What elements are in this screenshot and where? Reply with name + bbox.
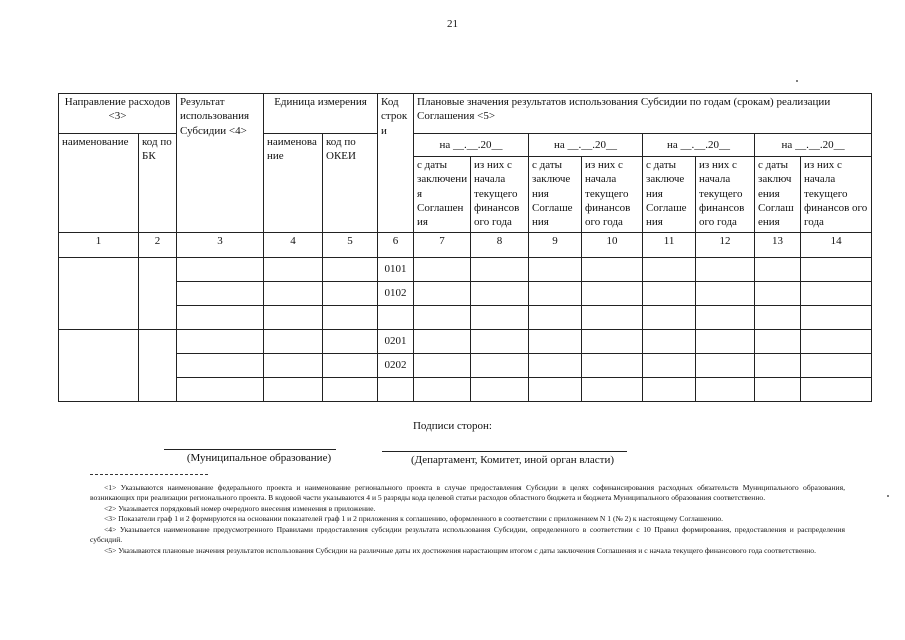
from-agreement-3: с даты заключе ния Соглаше ния [643,157,696,233]
from-agreement-2: с даты заключе ния Соглаше ния [529,157,582,233]
column-number: 5 [323,233,378,258]
result-cell [177,282,264,306]
column-number: 3 [177,233,264,258]
unit-name-cell [264,378,323,402]
period-4: на __.__.20__ [755,134,872,157]
result-cell [177,306,264,330]
footnote-5: <5> Указываются плановые значения результатов использования Субсидии на различные даты их достижения нарастающим итогом с даты заключения Соглашения и с начала текущего финансового года соответственно. [104,545,817,555]
footnote-4: <4> Указывается наименование предусмотренного Правилами предоставления субсидии результата использования Субсидии, определенного в соответствии с 10 Правил формирования, предоставления и распределения субсидий. [90,524,845,545]
header-unit-name: наименова ние [264,134,323,233]
unit-name-cell [264,282,323,306]
header-name: наименование [59,134,139,233]
result-cell [177,330,264,354]
direction-bk-cell [139,258,177,330]
from-year-2: из них с начала текущего финансов ого года [582,157,643,233]
signatures-title: Подписи сторон: [412,420,492,432]
header-okei-code: код по ОКЕИ [323,134,378,233]
line-code [378,378,414,402]
line-code: 0101 [378,258,414,282]
from-year-3: из них с начала текущего финансов ого года [696,157,755,233]
header-result: Результат использования Субсидии <4> [177,94,264,233]
okei-cell [323,378,378,402]
direction-name-cell [59,330,139,402]
result-cell [177,258,264,282]
result-cell [177,378,264,402]
column-number: 7 [414,233,471,258]
result-cell [177,354,264,378]
page-number: 21 [447,18,458,30]
signature-label-right: (Департамент, Комитет, иной орган власти) [410,454,615,466]
column-number: 8 [471,233,529,258]
period-3: на __.__.20__ [643,134,755,157]
footnote-1: <1> Указываются наименование федерального проекта и наименование регионального проекта в случае предоставления Субсидии в целях софинансирования расходных обязательств Муниципального образования, возникающих при реализации регионального проекта. В кодовой части указываются 4 и 5 разряды кода целевой статьи расходов областного бюджета и бюджета Муниципального образования соответственно. [90,483,845,503]
direction-name-cell [59,258,139,330]
header-bk-code: код по БК [139,134,177,233]
table-row [59,306,872,330]
header-unit: Единица измерения [264,94,378,134]
unit-name-cell [264,258,323,282]
footnote-2: <2> Указывается порядковый номер очередного внесения изменения в приложение. [104,503,376,513]
table-row [59,354,872,378]
signature-line-right [382,451,627,452]
results-table [58,93,872,402]
column-number: 6 [378,233,414,258]
line-code [378,306,414,330]
from-year-1: из них с начала текущего финансов ого года [471,157,529,233]
period-1: на __.__.20__ [414,134,529,157]
column-number: 4 [264,233,323,258]
header-direction: Направление расходов <3> [59,94,177,134]
footnotes [90,483,845,556]
okei-cell [323,306,378,330]
line-code: 0202 [378,354,414,378]
from-agreement-4: с даты заключ ения Соглаш ения [755,157,801,233]
table-row [59,282,872,306]
column-number: 13 [755,233,801,258]
column-number: 1 [59,233,139,258]
period-2: на __.__.20__ [529,134,643,157]
column-number: 10 [582,233,643,258]
header-line-code: Код строк и [378,94,414,233]
line-code: 0201 [378,330,414,354]
column-number: 12 [696,233,755,258]
okei-cell [323,330,378,354]
okei-cell [323,282,378,306]
table-row [59,378,872,402]
from-agreement-1: с даты заключени я Соглашен ия [414,157,471,233]
unit-name-cell [264,354,323,378]
table-row [59,330,872,354]
direction-bk-cell [139,330,177,402]
signature-line-left [164,449,336,450]
notes-divider [90,474,208,475]
from-year-4: из них с начала текущего финансов ого года [801,157,872,233]
header-plan: Плановые значения результатов использования Субсидии по годам (срокам) реализации Соглашения <5> [414,94,872,134]
table-row [59,258,872,282]
column-number: 11 [643,233,696,258]
footnote-3: <3> Показатели граф 1 и 2 формируются на основании показателей граф 1 и 2 приложения к соглашению, оформленного в соответствии с приложением N 1 (№ 2) к настоящему Соглашению. [104,514,724,524]
column-number: 2 [139,233,177,258]
line-code: 0102 [378,282,414,306]
scan-speck [796,80,798,82]
unit-name-cell [264,306,323,330]
column-number: 9 [529,233,582,258]
unit-name-cell [264,330,323,354]
column-number: 14 [801,233,872,258]
scan-speck [887,495,889,497]
okei-cell [323,354,378,378]
okei-cell [323,258,378,282]
signature-label-left: (Муниципальное образование) [186,452,332,464]
